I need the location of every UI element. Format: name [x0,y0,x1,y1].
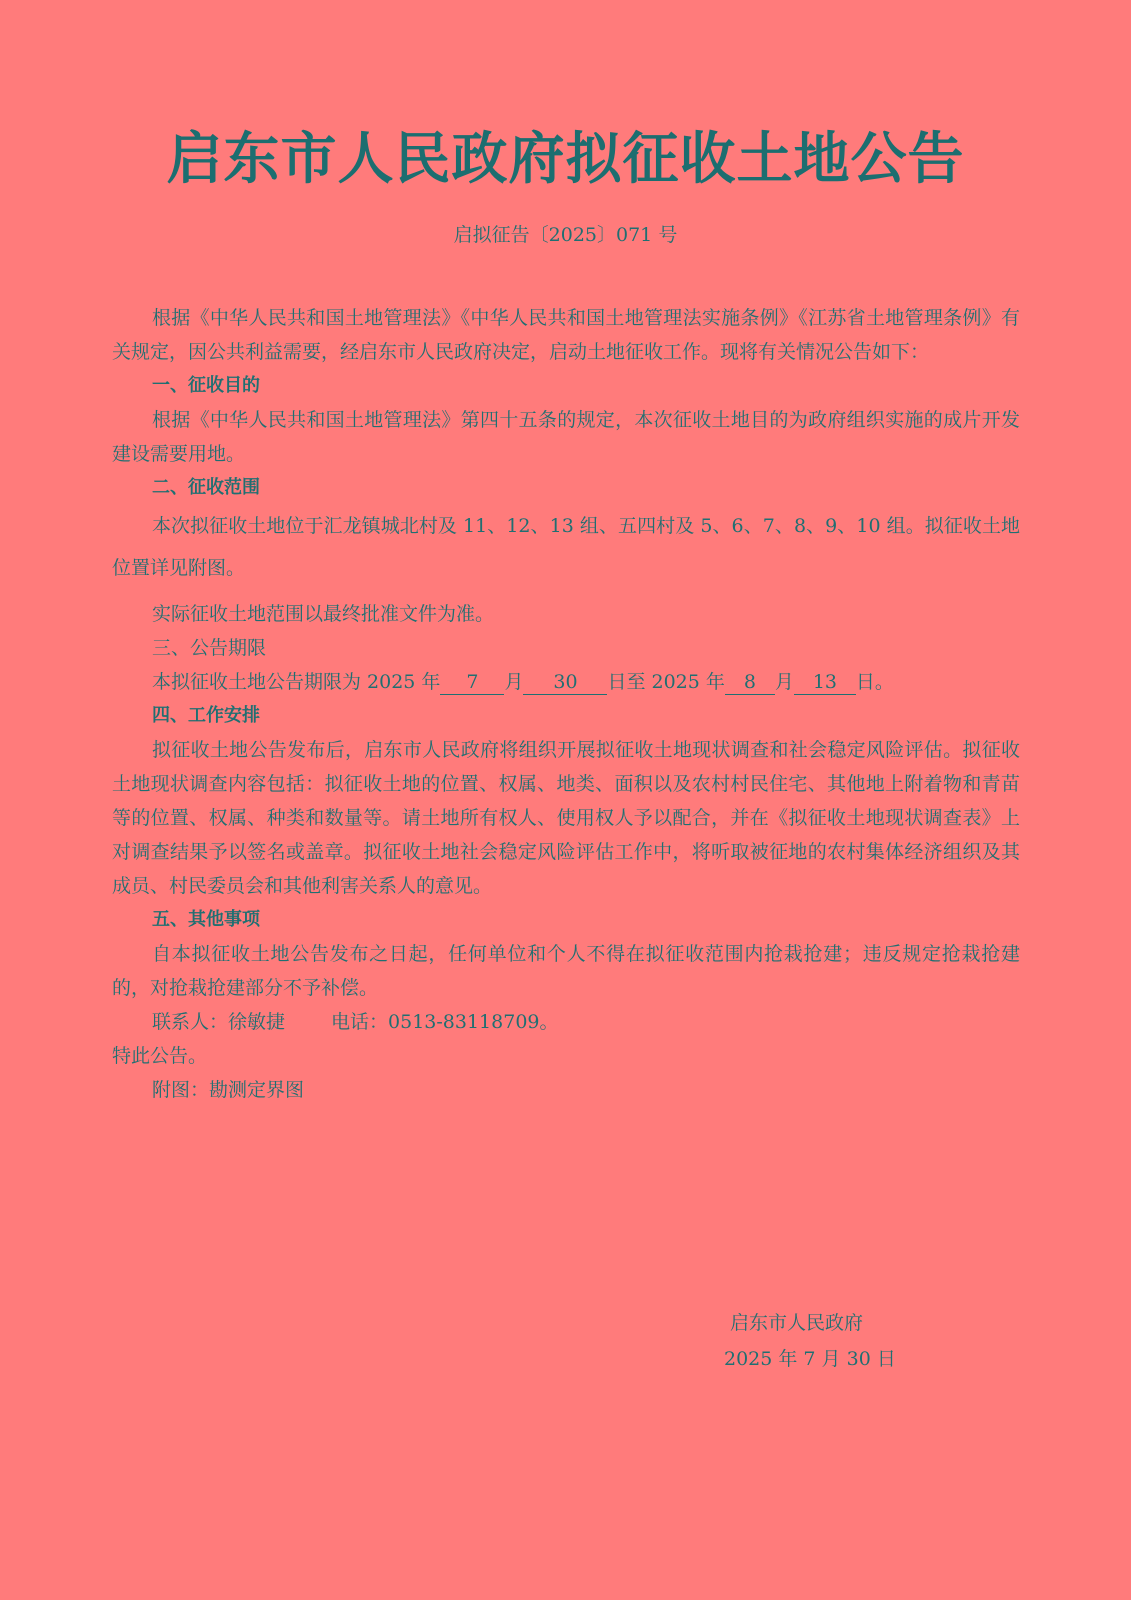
signature-date: 2025 年 7 月 30 日 [724,1348,896,1370]
section-heading-arrangement: 四、工作安排 [152,705,260,726]
page-title: 启东市人民政府拟征收土地公告 [166,127,965,192]
contact-phone: 电话：0513-83118709。 [331,1011,559,1033]
document-number: 启拟征告〔2025〕071 号 [453,224,678,246]
period-suffix: 日。 [855,671,894,693]
attachment-text: 附图：勘测定界图 [152,1079,305,1101]
section-heading-other: 五、其他事项 [152,909,260,930]
section-heading-scope: 二、征收范围 [152,477,260,498]
start-month-blank: 7 [440,670,504,695]
month-label-2: 月 [774,671,794,693]
section-heading-purpose: 一、征收目的 [152,375,260,396]
contact-person: 联系人：徐敏捷 [152,1011,286,1033]
section-text-scope: 本次拟征收土地位于汇龙镇城北村及 11、12、13 组、五四村及 5、6、7、8、9、10 组。拟征收土地位置详见附图。 [112,515,1020,579]
section-text-period [112,665,1020,699]
section-text-arrangement: 拟征收土地公告发布后，启东市人民政府将组织开展拟征收土地现状调查和社会稳定风险评估。拟征收土地现状调查内容包括：拟征收土地的位置、权属、地类、面积以及农村村民住宅、其他地上附着物和青苗等的位置、权属、种类和数量等。请土地所有权人、使用权人予以配合，并在《拟征收土地现状调查表》上对调查结果予以签名或盖章。拟征收土地社会稳定风险评估工作中，将听取被征地的农村集体经济组织及其成员、村民委员会和其他利害关系人的意见。 [112,739,1020,897]
intro-paragraph: 根据《中华人民共和国土地管理法》《中华人民共和国土地管理法实施条例》《江苏省土地管理条例》有关规定，因公共利益需要，经启东市人民政府决定，启动土地征收工作。现将有关情况公告如下： [112,307,1020,363]
closing-text: 特此公告。 [112,1045,208,1067]
month-label: 月 [504,671,524,693]
period-prefix: 本拟征收土地公告期限为 2025 年 [152,671,441,693]
section-heading-period: 三、公告期限 [152,637,267,659]
section-text-purpose: 根据《中华人民共和国土地管理法》第四十五条的规定，本次征收土地目的为政府组织实施的成片开发建设需要用地。 [112,409,1020,465]
start-day-blank: 30 [523,670,607,695]
signature-block [724,1305,970,1377]
end-month-blank: 8 [725,670,775,695]
period-middle: 日至 2025 年 [607,671,725,693]
document-body [112,301,1020,1107]
signature-org: 启东市人民政府 [730,1312,864,1334]
section-note-scope: 实际征收土地范围以最终批准文件为准。 [152,603,495,625]
section-text-other: 自本拟征收土地公告发布之日起，任何单位和个人不得在拟征收范围内抢栽抢建；违反规定抢栽抢建的，对抢栽抢建部分不予补偿。 [112,943,1020,999]
end-day-blank: 13 [794,670,856,695]
contact-line [112,1005,1020,1039]
